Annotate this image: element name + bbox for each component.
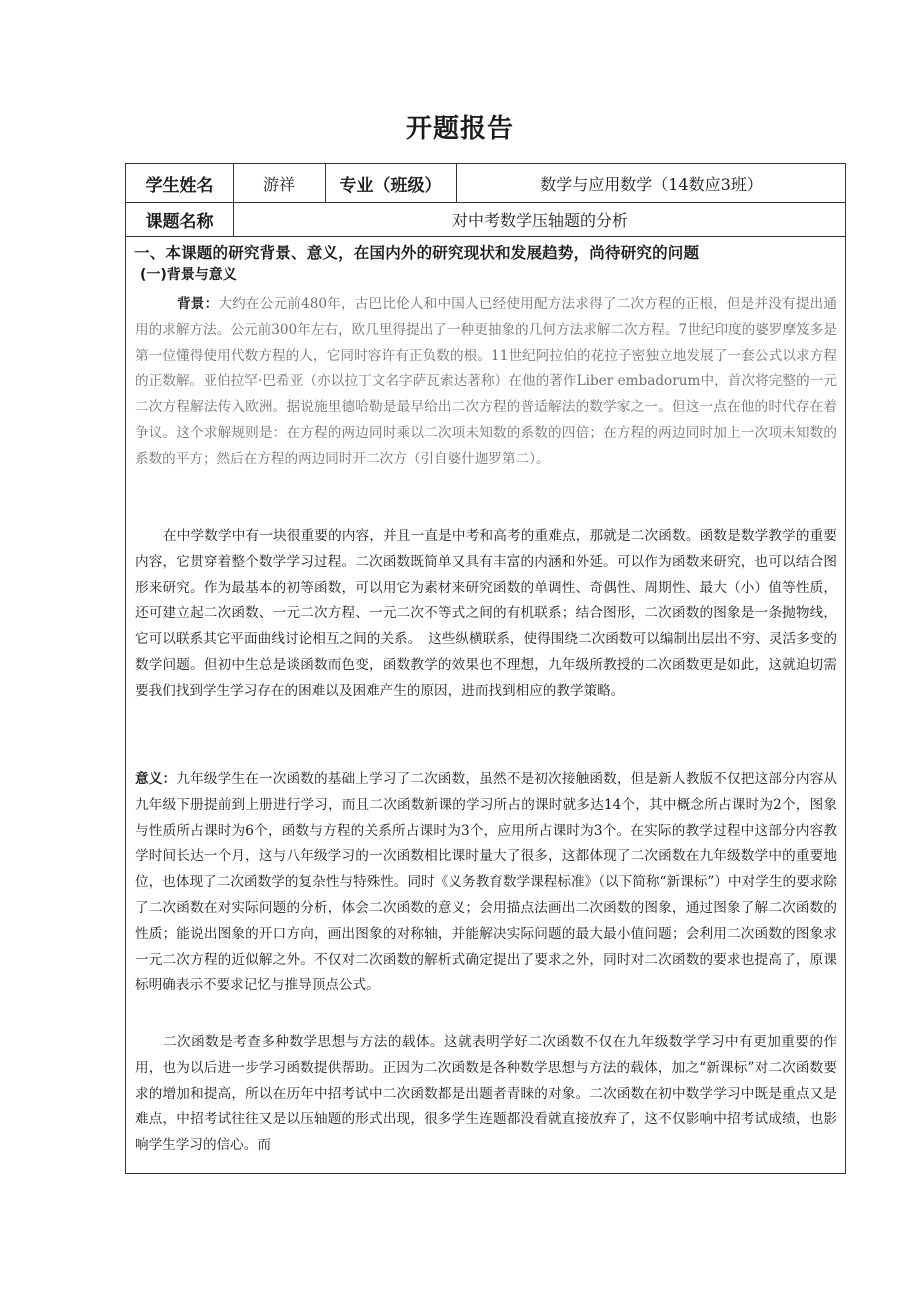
report-form xyxy=(125,163,846,1174)
significance-lead: 意义： xyxy=(135,771,177,787)
page-title: 开题报告 xyxy=(405,114,514,144)
student-name-label: 学生姓名 xyxy=(145,175,214,196)
row-divider xyxy=(126,236,845,237)
major-value: 数学与应用数学（14数应3班） xyxy=(540,174,763,194)
significance-paragraph xyxy=(135,767,837,999)
subsection-heading: (一)背景与意义 xyxy=(140,267,237,283)
significance-text: 九年级学生在一次函数的基础上学习了二次函数，虽然不是初次接触函数，但是新人教版不仅把这部分内容从九年级下册提前到上册进行学习，而且二次函数新课的学习所占的课时就多达14个，其中概念所占课时为2个，图象与性质所占课时为6个，函数与方程的关系所占课时为3个，应用所占课时为3个。在实际的教学过程中这部分内容教学时间长达一个月，这与八年级学习的一次函数相比课时量大了很多，这都体现了二次函数在九年级数学中的重要地位，也体现了二次函数学的复杂性与特殊性。同时《义务教育数学课程标准》（以下简称“新课标”）中对学生的要求除了二次函数在对实际问题的分析，体会二次函数的意义；会用描点法画出二次函数的图象，通过图象了解二次函数的性质；能说出图象的开口方向，画出图象的对称轴，并能解决实际问题的最大最小值问题；会利用二次函数的图象求一元二次方程的近似解之外。不仅对二次函数的解析式确定提出了要求之外，同时对二次函数的要求也提高了，原课标明确表示不要求记忆与推导顶点公式。 xyxy=(135,771,838,994)
background-lead: 背景： xyxy=(177,296,219,312)
major-label: 专业（班级） xyxy=(339,175,442,196)
topic-value: 对中考数学压轴题的分析 xyxy=(451,210,628,230)
body-paragraph: 在中学数学中有一块很重要的内容，并且一直是中考和高考的重难点，那就是二次函数。函数是数学教学的重要内容，它贯穿着整个数学学习过程。二次函数既简单又具有丰富的内涵和外延。可以作为函数来研究，也可以结合图形来研究。作为最基本的初等函数，可以用它为素材来研究函数的单调性、奇偶性、周期性、最大（小）值等性质，还可建立起二次函数、一元二次方程、一元二次不等式之间的有机联系；结合图形，二次函数的图象是一条抛物线，它可以联系其它平面曲线讨论相互之间的关系。 这些纵横联系，使得围绕二次函数可以编制出层出不穷、灵活多变的数学问题。但初中生总是谈函数而色变，函数教学的效果也不理想，九年级所教授的二次函数更是如此，这就迫切需要我们找到学生学习存在的困难以及困难产生的原因，进而找到相应的教学策略。 xyxy=(135,528,837,699)
topic-label: 课题名称 xyxy=(145,211,214,232)
background-text: 大约在公元前480年，古巴比伦人和中国人已经使用配方法求得了二次方程的正根，但是并没有提出通用的求解方法。公元前300年左右，欧几里得提出了一种更抽象的几何方法求解二次方程。7世纪印度的婆罗摩笈多是第一位懂得使用代数方程的人，它同时容许有正负数的根。11世纪阿拉伯的花拉子密独立地发展了一套公式以求方程的正数解。亚伯拉罕·巴希亚（亦以拉丁文名字萨瓦索达著称）在他的著作Liber embadorum中，首次将完整的一元二次方程解法传入欧洲。据说施里德哈勒是最早给出二次方程的普适解法的数学家之一。但这一点在他的时代存在着争议。这个求解规则是：在方程的两边同时乘以二次项未知数的系数的四倍；在方程的两边同时加上一次项未知数的系数的平方；然后在方程的两边同时开二次方（引自婆什迦罗第二）。 xyxy=(135,296,837,467)
section-heading: 一、本课题的研究背景、意义，在国内外的研究现状和发展趋势，尚待研究的问题 xyxy=(134,244,700,262)
body-paragraph: 二次函数是考查多种数学思想与方法的载体。这就表明学好二次函数不仅在九年级数学学习中有更加重要的作用，也为以后进一步学习函数提供帮助。正因为二次函数是各种数学思想与方法的载体，加之“新课标”对二次函数要求的增加和提高，所以在历年中招考试中二次函数都是出题者青睐的对象。二次函数在初中数学学习中既是重点又是难点，中招考试往往又是以压轴题的形式出现，很多学生连题都没看就直接放弃了，这不仅影响中招考试成绩，也影响学生学习的信心。而 xyxy=(135,1034,837,1154)
background-paragraph xyxy=(135,292,837,473)
student-name-value: 游祥 xyxy=(262,174,295,194)
